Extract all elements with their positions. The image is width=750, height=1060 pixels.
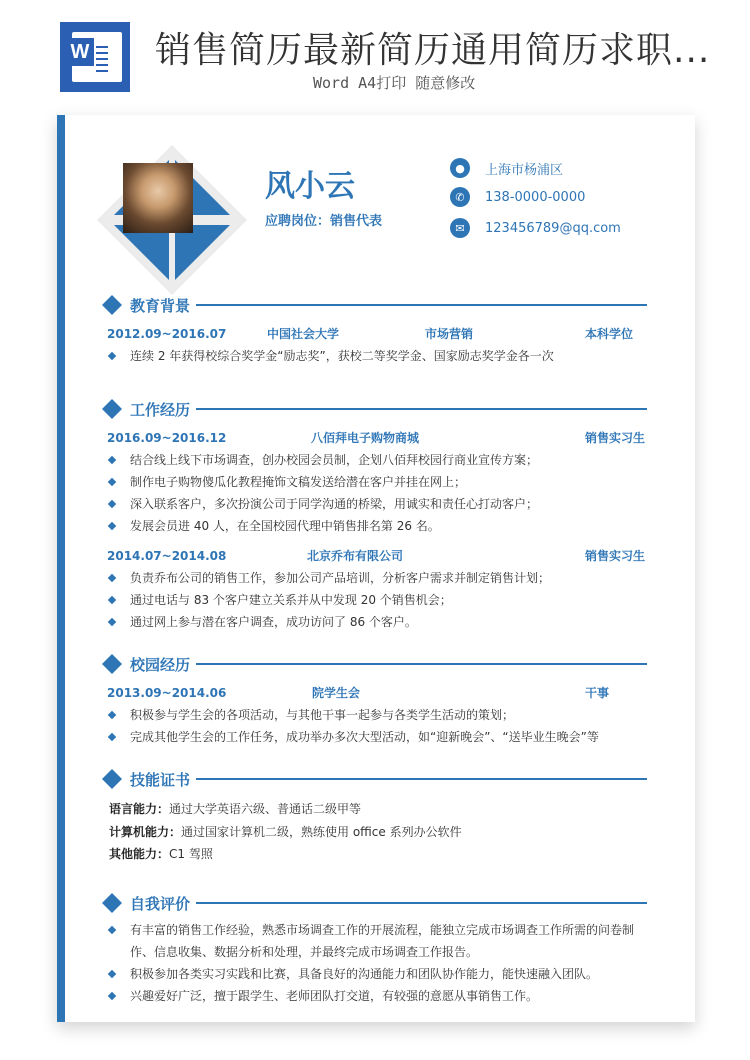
list-item: 通过电话与 83 个客户建立关系并从中发现 20 个销售机会； bbox=[102, 589, 647, 611]
phone-icon: ✆ bbox=[450, 187, 470, 207]
education-row: 2012.09~2016.07 中国社会大学 市场营销 本科学位 bbox=[107, 327, 634, 341]
section-title: 工作经历 bbox=[130, 400, 191, 419]
list-item: 发展会员进 40 人，在全国校园代理中销售排名第 26 名。 bbox=[102, 515, 647, 537]
section-campus bbox=[102, 652, 647, 748]
skill-item: 语言能力：通过大学英语六级、普通话二级甲等 bbox=[109, 802, 362, 816]
section-icon bbox=[102, 295, 122, 315]
doc-subtitle: Word A4打印 随意修改 bbox=[313, 74, 476, 92]
list-item: 积极参与学生会的各项活动，与其他干事一起参与各类学生活动的策划； bbox=[102, 704, 647, 726]
divider bbox=[196, 304, 647, 306]
divider bbox=[196, 778, 647, 780]
contact-phone: ✆ 138-0000-0000 bbox=[450, 187, 585, 207]
mail-icon: ✉ bbox=[450, 218, 470, 238]
section-work bbox=[102, 397, 647, 633]
section-education bbox=[102, 293, 647, 367]
divider bbox=[196, 408, 647, 410]
contact-address: ● 上海市杨浦区 bbox=[450, 158, 563, 178]
section-title: 教育背景 bbox=[130, 296, 191, 315]
list-item: 深入联系客户，多次扮演公司于同学沟通的桥梁，用诚实和责任心打动客户； bbox=[102, 493, 647, 515]
section-self-evaluation bbox=[102, 891, 647, 1007]
section-skills bbox=[102, 767, 647, 866]
job-row: 2016.09~2016.12 八佰拜电子购物商城 销售实习生 bbox=[107, 431, 646, 445]
candidate-name: 风小云 bbox=[265, 169, 355, 204]
list-item: 结合线上线下市场调查，创办校园会员制，企划八佰拜校园行商业宣传方案； bbox=[102, 449, 647, 471]
accent-bar bbox=[57, 115, 65, 1022]
person-icon: ● bbox=[450, 158, 470, 178]
list-item: 完成其他学生会的工作任务，成功举办多次大型活动，如“迎新晚会”、“送毕业生晚会”等 bbox=[102, 726, 647, 748]
divider bbox=[196, 663, 647, 665]
section-icon bbox=[102, 654, 122, 674]
section-title: 自我评价 bbox=[130, 894, 191, 913]
resume-page bbox=[57, 115, 695, 1022]
section-icon bbox=[102, 893, 122, 913]
list-item: 负责乔布公司的销售工作，参加公司产品培训，分析客户需求并制定销售计划； bbox=[102, 567, 647, 589]
list-item: 积极参加各类实习实践和比赛，具备良好的沟通能力和团队协作能力，能快速融入团队。 bbox=[102, 963, 647, 985]
section-icon bbox=[102, 399, 122, 419]
campus-row: 2013.09~2014.06 院学生会 干事 bbox=[107, 686, 610, 700]
skill-item: 计算机能力：通过国家计算机二级，熟练使用 office 系列办公软件 bbox=[109, 824, 462, 839]
skill-item: 其他能力：C1 驾照 bbox=[109, 847, 213, 861]
word-logo-icon: W bbox=[60, 22, 130, 92]
list-item: 通过网上参与潜在客户调查，成功访问了 86 个客户。 bbox=[102, 611, 647, 633]
list-item: 有丰富的销售工作经验，熟悉市场调查工作的开展流程，能独立完成市场调查工作所需的问卷制作、信息收集、数据分析和处理，并最终完成市场调查工作报告。 bbox=[102, 919, 647, 963]
section-title: 技能证书 bbox=[130, 770, 191, 789]
divider bbox=[196, 902, 647, 904]
section-title: 校园经历 bbox=[130, 655, 191, 674]
doc-title: 销售简历最新简历通用简历求职... bbox=[155, 30, 711, 71]
section-icon bbox=[102, 769, 122, 789]
list-item: 制作电子购物傻瓜化教程掩饰文稿发送给潜在客户并挂在网上； bbox=[102, 471, 647, 493]
contact-email[interactable]: ✉ 123456789@qq.com bbox=[450, 218, 621, 238]
list-item: 兴趣爱好广泛，擅于跟学生、老师团队打交道，有较强的意愿从事销售工作。 bbox=[102, 985, 647, 1007]
job-row: 2014.07~2014.08 北京乔布有限公司 销售实习生 bbox=[107, 549, 646, 563]
avatar-photo bbox=[123, 163, 193, 233]
list-item: 连续 2 年获得校综合奖学金“励志奖”，获校二等奖学金、国家励志奖学金各一次 bbox=[102, 345, 647, 367]
applied-position: 应聘岗位：销售代表 bbox=[265, 214, 383, 229]
